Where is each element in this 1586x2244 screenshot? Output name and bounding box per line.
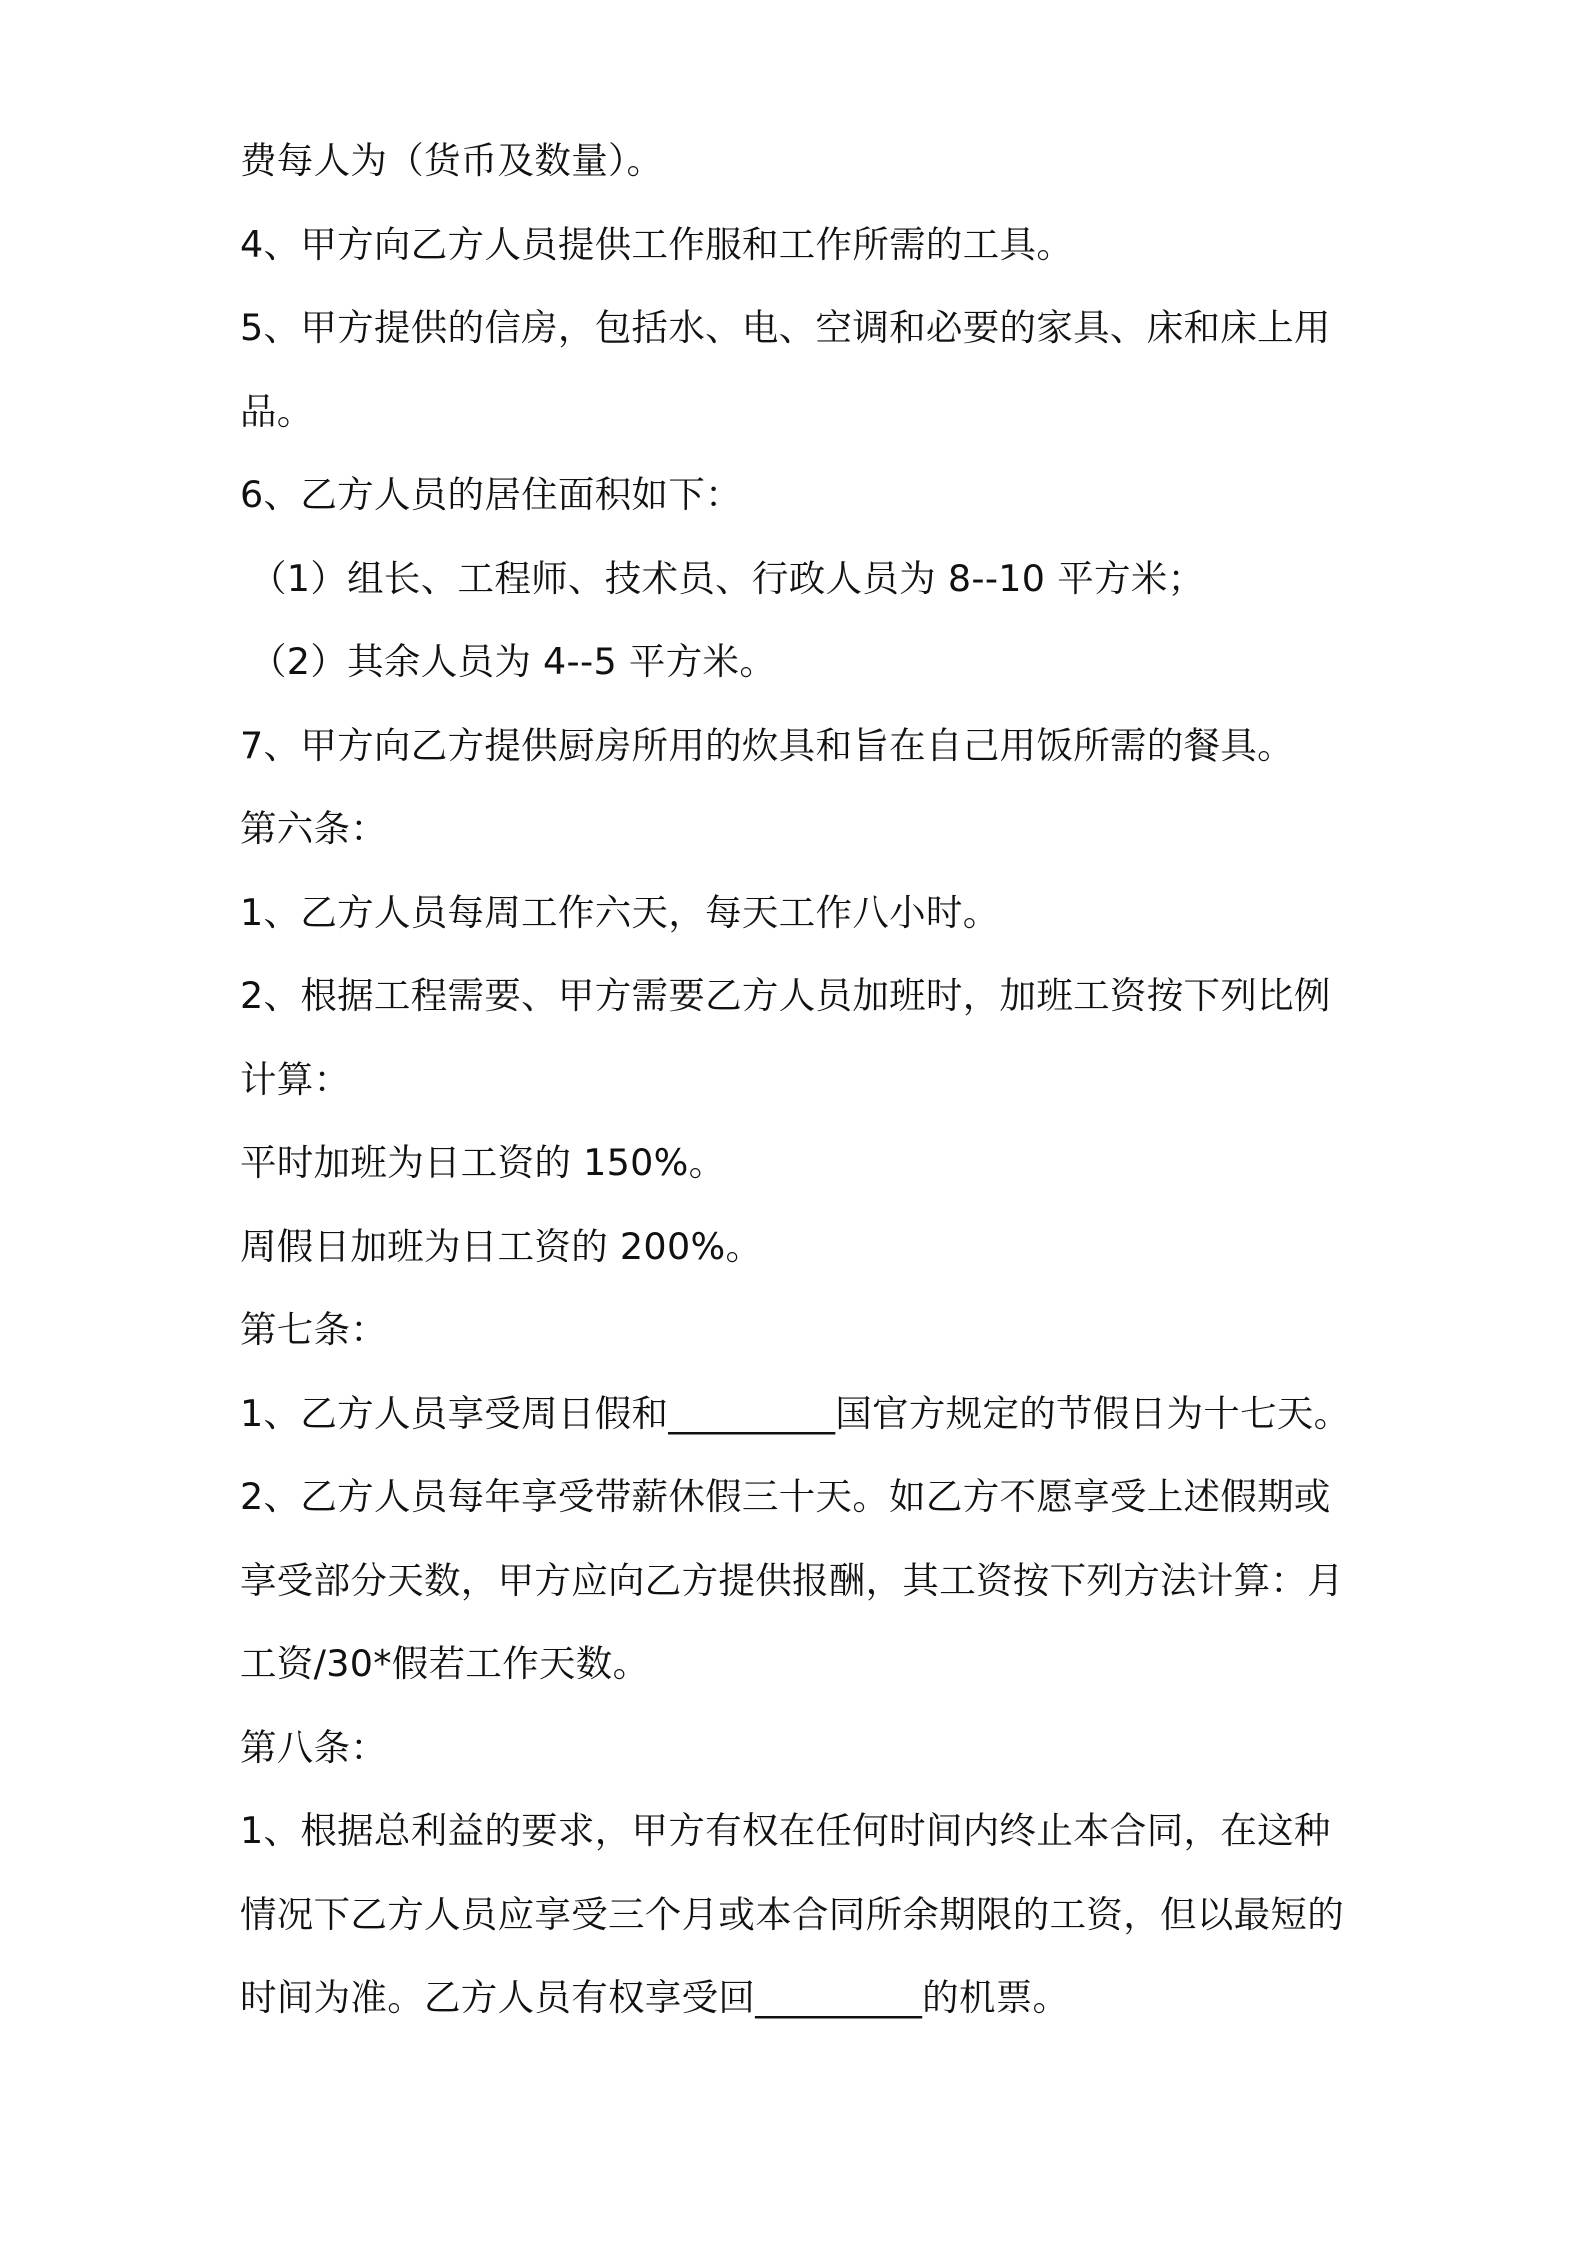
document-body [240, 128, 1360, 2049]
overtime-rate-weekend: 周假日加班为日工资的 200%。 [240, 1224, 763, 1268]
clause-5-item-4: 4、甲方向乙方人员提供工作服和工作所需的工具。 [240, 222, 1074, 266]
paragraph-line: 情况下乙方人员应享受三个月或本合同所余期限的工资，但以最短的 [240, 1892, 1344, 1936]
clause-8-item-1: 1、根据总利益的要求，甲方有权在任何时间内终止本合同，在这种 [240, 1809, 1331, 1852]
sub-item-2: （2）其余人员为 4--5 平方米。 [250, 640, 777, 683]
paragraph-line: 费每人为（货币及数量）。 [240, 139, 664, 182]
clause-6-item-2: 2、根据工程需要、甲方需要乙方人员加班时，加班工资按下列比例 [240, 974, 1331, 1017]
sub-item-1: （1）组长、工程师、技术员、行政人员为 8--10 平方米； [250, 556, 1205, 600]
article-heading-8: 第八条： [240, 1725, 388, 1769]
paragraph-line: 时间为准。乙方人员有权享受回_________的机票。 [240, 1976, 1070, 2019]
overtime-rate-weekday: 平时加班为日工资的 150%。 [240, 1141, 726, 1184]
paragraph-line: 品。 [240, 389, 314, 433]
article-heading-7: 第七条： [240, 1308, 388, 1351]
clause-7-item-1: 1、乙方人员享受周日假和_________国官方规定的节假日为十七天。 [240, 1391, 1351, 1435]
clause-7-item-2: 2、乙方人员每年享受带薪休假三十天。如乙方不愿享受上述假期或 [240, 1475, 1331, 1518]
paragraph-line: 计算： [240, 1057, 351, 1101]
clause-5-item-5: 5、甲方提供的信房，包括水、电、空调和必要的家具、床和床上用 [240, 306, 1331, 349]
clause-6-item-1: 1、乙方人员每周工作六天，每天工作八小时。 [240, 890, 1000, 934]
paragraph-line: 工资/30*假若工作天数。 [240, 1642, 650, 1685]
article-heading-6: 第六条： [240, 807, 388, 850]
clause-5-item-7: 7、甲方向乙方提供厨房所用的炊具和旨在自己用饭所需的餐具。 [240, 723, 1294, 767]
paragraph-line: 享受部分天数，甲方应向乙方提供报酬，其工资按下列方法计算：月 [240, 1558, 1344, 1602]
clause-5-item-6: 6、乙方人员的居住面积如下： [240, 473, 742, 516]
